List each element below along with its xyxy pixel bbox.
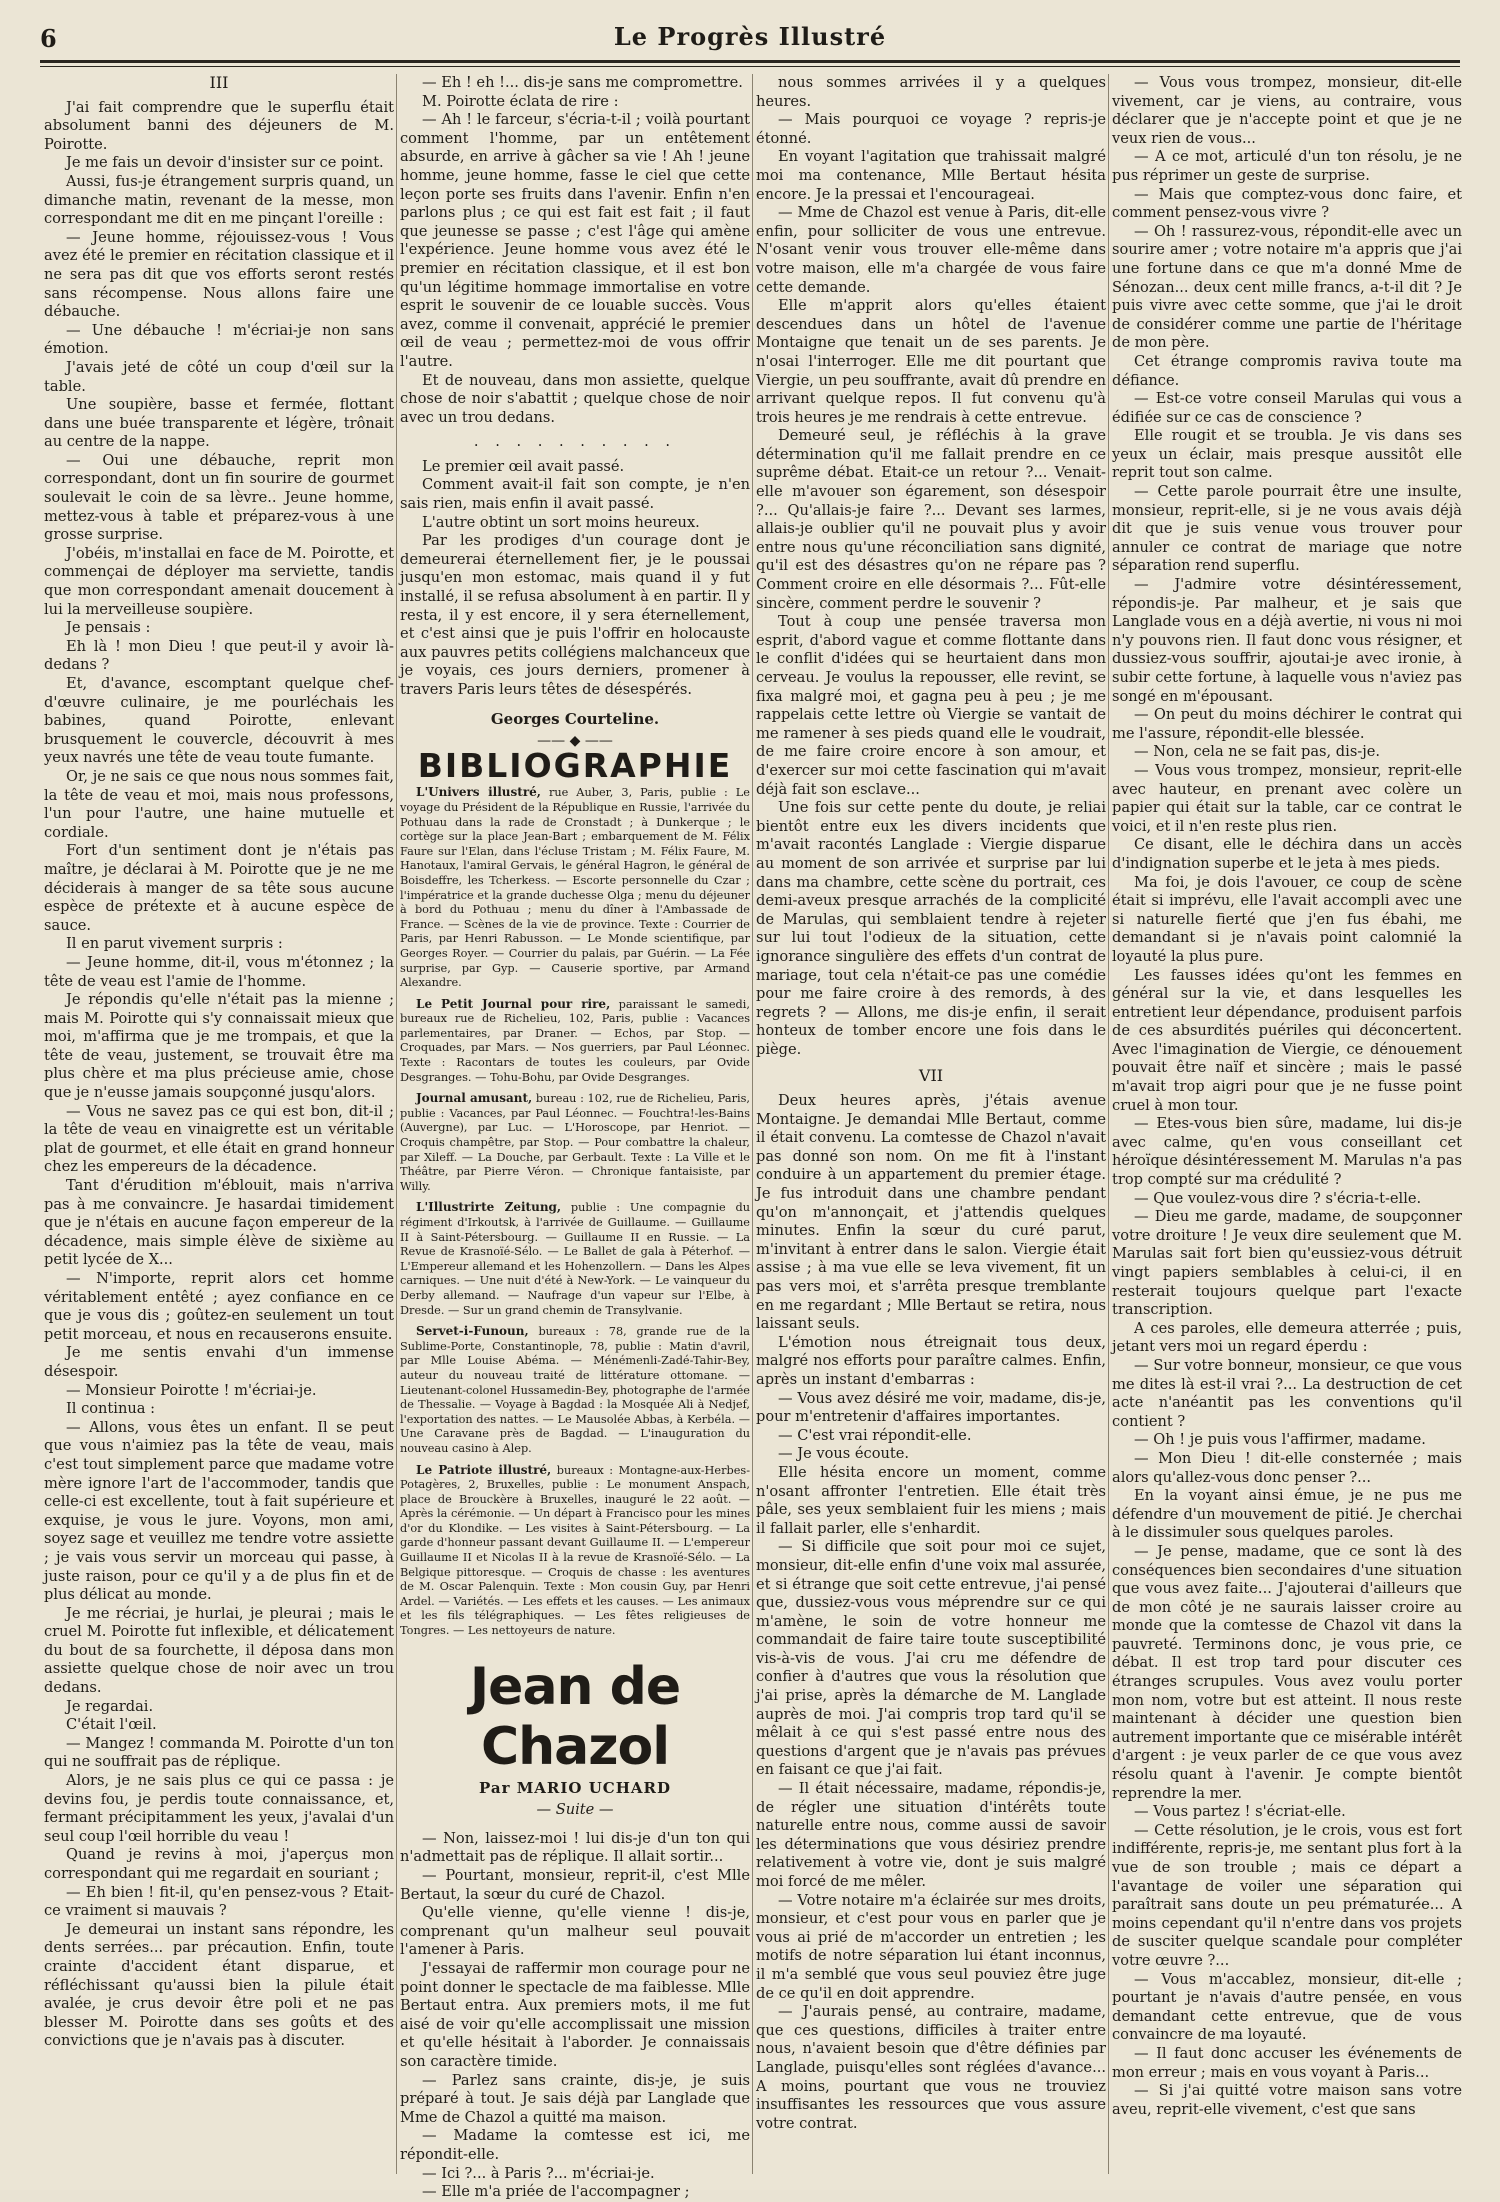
page-header [40,22,1460,62]
bibliography-entry [400,1200,750,1318]
story-text [400,74,750,427]
paragraph: Qu'elle vienne, qu'elle vienne ! dis-je, comprenant qu'un malheur seul pouvait l'amener à Paris. [400,1904,750,1959]
paragraph: — Je pense, madame, que ce sont là des conséquences bien secondaires d'une situation que vous avez faite... J'ajouterai d'ailleurs que de mon côté je ne saurais laisser croire au monde que la comtesse de Chazol vit dans la pauvreté. Terminons donc, je vous prie, ce débat. Il est trop tard pour discuter ces étranges scrupules. Vous avez voulu porter mon nom, votre but est atteint. Il nous reste maintenant à décider une question bien autrement importante que ce misérable intérêt d'argent : je veux parler de ce que vous avez résolu quant à l'avenir. Je compte bientôt reprendre la mer. [1112,1542,1462,1802]
paragraph: — Vous vous trompez, monsieur, reprit-elle avec hauteur, en prenant avec colère un papier qui était sur la table, car ce contrat le voici, et il n'en reste plus rien. [1112,761,1462,835]
paragraph: — C'est vrai répondit-elle. [778,1426,972,1444]
publication-contents: publie : Une compagnie du régiment d'Irkoutsk, à l'arrivée de Guillaume. — Guillaume II à Saint-Pétersbourg. — Guillaume II en Russie. — La Revue de Krasnoïé-Sélo. — Le Ballet de gala à Péterhof. — L'Empereur allemand et les Hohenzollern. — Dans les Alpes carniques. — Une nuit d'été à New-York. — Le vainqueur du Derby allemand. — Naufrage d'un vapeur sur l'Elbe, à Dresde. — Sur un grand chemin de Transylvanie. [400,1201,751,1317]
paragraph: L'autre obtint un sort moins heureux. [422,513,700,531]
paragraph: A ces paroles, elle demeura atterrée ; puis, jetant vers moi un regard éperdu : [1112,1319,1462,1356]
paragraph: Je me sentis envahi d'un immense désespoir. [44,1344,394,1380]
paragraph: — Votre notaire m'a éclairée sur mes droits, monsieur, et c'est pour vous en parler que je vous ai prié de m'accorder un entretien ; les motifs de notre séparation lui étant inconnus, il m'a semblé que vous seul pouviez être juge de ce qu'il en doit apprendre. [756,1891,1106,2002]
paragraph: Les fausses idées qu'ont les femmes en général sur la vie, et dans lesquelles les entretient leur dépendance, produisent parfois de ces absurdités puériles qui déconcertent. Avec l'imagination de Viergie, ce dénouement pouvait être naïf et sincère ; mais le passé m'avait trop aigri pour que je ne fusse point cruel à mon tour. [1112,966,1462,1114]
paragraph: Comment avait-il fait son compte, je n'en sais rien, mais enfin il avait passé. [400,476,750,513]
publication-name: Le Patriote illustré, [416,1462,552,1477]
paragraph: — Vous ne savez pas ce qui est bon, dit-il ; la tête de veau en vinaigrette est un véritable plat de gourmet, et elle était en grand honneur chez les empereurs de la décadence. [44,1102,394,1176]
chapter-heading: VII [918,1066,944,1086]
author-signature: Georges Courteline. [490,709,660,728]
publication-name: L'Univers illustré, [416,785,541,800]
bibliography-entry [400,997,750,1086]
paragraph: — Cette parole pourrait être une insulte, monsieur, reprit-elle, si je ne vous avais déjà dit que je suis venue vous trouver pour annuler ce contrat de mariage que notre séparation rend superflu. [1112,483,1462,575]
paragraph: — Oh ! je puis vous l'affirmer, madame. [1134,1431,1426,1449]
ellipsis-separator: . . . . . . . . . . [473,433,677,451]
paragraph: Or, je ne sais ce que nous nous sommes fait, la tête de veau et moi, mais nous professons, l'un pour l'autre, une haine mutuelle et cordiale. [44,767,394,841]
feuilleton-author: Par MARIO UCHARD [478,1778,672,1797]
paragraph: Elle rougit et se troubla. Je vis dans ses yeux un éclair, mais presque aussitôt elle reprit tout son calme. [1112,427,1462,482]
paragraph: Demeuré seul, je réfléchis à la grave détermination qu'il me fallait prendre en ce suprême débat. Etait-ce un retour ?... Venait-elle m'avouer son égarement, son désespoir ?... Qu'allais-je faire ?... Devant ses larmes, allais-je oublier qu'il ne pouvait plus y avoir entre nous qu'une réconciliation sans dignité, qu'il est des désastres qu'on ne répare pas ? Comment croire en elle désormais ?... Fût-elle sincère, comment perdre le souvenir ? [756,427,1106,612]
column-divider [752,74,753,2174]
paragraph: — Mais pourquoi ce voyage ? repris-je étonné. [756,111,1106,147]
paragraph: — Cette résolution, je le crois, vous est fort indifférente, repris-je, me sentant plus fort à la vue de son trouble ; mais ce départ a l'avantage de voiler une séparation qui paraîtrait sans doute un peu prématurée... A moins cependant qu'il n'entre dans vos projets de susciter quelque scandale pour compléter votre œuvre ?... [1112,1821,1462,1969]
paragraph: — Parlez sans crainte, dis-je, je suis préparé à tout. Je sais déjà par Langlade que Mme de Chazol a quitté ma maison. [400,2071,750,2126]
paragraph: — Jeune homme, réjouissez-vous ! Vous avez été le premier en récitation classique et il ne sera pas dit que vos efforts seront restés sans récompense. Nous allons faire une débauche. [44,228,394,321]
publication-contents: paraissant le samedi, bureaux rue de Richelieu, 102, Paris, publie : Vacances parlementaires, par Draner. — Echos, par Stop. — Croquades, par Mars. — Nos guerriers, par Paul Léonnec. Texte : Racontars de toutes les couleurs, par Ovide Desgranges. — Tohu-Bohu, par Ovide Desgranges. [400,997,750,1084]
paragraph: Tant d'érudition m'éblouit, mais n'arriva pas à me convaincre. Je hasardai timidement que je n'étais en aucune façon empereur de la décadence, mais simple élève de sixième au petit lycée de X... [44,1177,394,1269]
paragraph: J'ai fait comprendre que le superflu était absolument banni des déjeuners de M. Poirotte. [44,98,394,153]
paragraph: — Mangez ! commanda M. Poirotte d'un ton qui ne souffrait pas de réplique. [44,1734,394,1771]
paragraph: Quand je revins à moi, j'aperçus mon correspondant qui me regardait en souriant ; [44,1846,394,1882]
paragraph: — Oui une débauche, reprit mon correspondant, dont un fin sourire de gourmet soulevait le coin de sa lèvre.. Jeune homme, mettez-vous à table et préparez-vous à une grosse surprise. [44,451,394,544]
paragraph: Le premier œil avait passé. [422,457,625,475]
paragraph: Par les prodiges d'un courage dont je demeurerai éternellement fier, je le poussai jusqu'en mon estomac, mais quand il y fut installé, il se refusa absolument à en partir. Il y resta, il y est encore, il y sera éternellement, et c'est ainsi que je puis l'offrir en holocauste aux pauvres petits collégiens malchanceux que je voyais, ces jours derniers, promener à travers Paris leurs têtes de désespérés. [400,532,750,698]
paragraph: Deux heures après, j'étais avenue Montaigne. Je demandai Mlle Bertaut, comme il était convenu. La comtesse de Chazol n'avait pas donné son nom. On me fit à l'instant conduire à un appartement du premier étage. Je fus introduit dans une chambre pendant qu'on m'annonçait, et j'attendis quelques minutes. Enfin la sœur du curé parut, m'invitant à entrer dans le salon. Viergie était assise ; à ma vue elle se leva vivement, fit un pas vers moi, et s'arrêta presque tremblante en me regardant ; Mlle Bertaut se retira, nous laissant seuls. [756,1092,1106,1333]
column-4 [1112,74,1462,2174]
paragraph: Elle hésita encore un moment, comme n'osant affronter l'entretien. Elle était très pâle, ses yeux semblaient fuir les miens ; mais il fallait parler, elle s'enhardit. [756,1463,1106,1537]
paragraph: Et de nouveau, dans mon assiette, quelque chose de noir s'abattit ; quelque chose de noir avec un trou dedans. [400,371,750,426]
paragraph: — Une débauche ! m'écriai-je non sans émotion. [44,321,394,358]
header-rule-thin [40,66,1460,67]
paragraph: En voyant l'agitation que trahissait malgré moi ma contenance, Mlle Bertaut hésita encore. Je la pressai et l'encourageai. [756,148,1106,203]
paragraph: — Eh bien ! fit-il, qu'en pensez-vous ? Etait-ce vraiment si mauvais ? [44,1883,394,1920]
paragraph: Ma foi, je dois l'avouer, ce coup de scène était si imprévu, elle l'avait accompli avec une si naturelle fierté que j'en fus ébahi, me demandant si je n'avais point calomnié la loyauté la plus pure. [1112,873,1462,965]
column-1 [44,74,394,2174]
paragraph: — J'aurais pensé, au contraire, madame, que ces questions, difficiles à traiter entre nous, n'avaient besoin que d'être définies par Langlade, puisqu'elles sont réglées d'avance... A moins, pourtant que vous ne trouviez insuffisantes les ressources que vous assure votre contrat. [756,2003,1106,2132]
section-heading: III [209,73,229,92]
paragraph: — Jeune homme, dit-il, vous m'étonnez ; la tête de veau est l'amie de l'homme. [44,953,394,990]
publication-contents: rue Auber, 3, Paris, publie : Le voyage du Président de la République en Russie, l'arrivée du Pothuau dans la rade de Cronstadt ; à Dunkerque ; le cortège sur la place Jean-Bart ; embarquement de M. Félix Faure sur l'Elan, dans l'écluse Tristam ; M. Félix Faure, M. Hanotaux, l'amiral Gervais, le général Hagron, le général de Boisdeffre, les Tcherkess. — Escorte personnelle du Czar ; l'impératrice et la grande duchesse Olga ; menu du déjeuner à bord du Pothuau ; menu du dîner à l'Ambassade de France. — Scènes de la vie de province. Texte : Courrier de Paris, par Henri Rabusson. — Le Monde scientifique, par Georges Royer. — Courrier du palais, par Guérin. — La Fée surprise, par Gyp. — Causerie sportive, par Armand Alexandre. [400,786,750,990]
feuilleton-text [756,74,1106,1059]
paragraph: Tout à coup une pensée traversa mon esprit, d'abord vague et comme flottante dans le conflit d'idées qui se heurtaient dans mon cerveau. Je voulus la repousser, elle revint, se fixa malgré moi, et gagna peu à peu ; je me rappelais cette lettre où Viergie se vantait de me ramener à ses pieds quand elle le voudrait, de me faire croire encore à son amour, et d'exercer sur moi cette fascination qui m'avait déjà fait son esclave... [756,613,1106,798]
paragraph: Ce disant, elle le déchira dans un accès d'indignation superbe et le jeta à mes pieds. [1112,836,1462,872]
paragraph: Je répondis qu'elle n'était pas la mienne ; mais M. Poirotte qui s'y connaissait mieux que moi, m'affirma que je me trompais, et que la tête de veau, justement, se trouvait être ma plus chère et ma plus précieuse amie, chose que je n'eusse jamais soupçonné jusqu'alors. [44,991,394,1102]
paragraph: Une fois sur cette pente du doute, je reliai bientôt entre eux les divers incidents que m'avait racontés Langlade : Viergie disparue au moment de son arrivée et surprise par lui dans ma chambre, cette scène du portrait, ces demi-aveux presque arrachés de la complicité de Marulas, qui semblaient tendre à rejeter sur lui tout l'odieux de la situation, cette ignorance singulière des effets d'un contrat de mariage, tout cela n'était-ce pas une comédie pour me faire croire à des remords, à des regrets ? — Allons, me dis-je enfin, il serait honteux de tomber encore une fois dans le piège. [756,799,1106,1058]
paragraph: — Si j'ai quitté votre maison sans votre aveu, reprit-elle vivement, c'est que sans [1112,2082,1462,2118]
paragraph: — N'importe, reprit alors cet homme véritablement entêté ; ayez confiance en ce que je vous dis ; goûtez-en seulement un tout petit morceau, et nous en recauserons ensuite. [44,1270,394,1343]
paragraph: Il continua : [66,1400,156,1418]
paragraph: — Allons, vous êtes un enfant. Il se peut que vous n'aimiez pas la tête de veau, mais c'est tout simplement parce que madame votre mère ignore l'art de l'accommoder, tandis que celle-ci est excellente, tout à fait supérieure et exquise, je vous le jure. Voyons, mon ami, soyez sage et veuillez me tendre votre assiette ; je vais vous servir un morceau qui passe, à juste raison, pour ce qu'il y a de plus fin et de plus délicat au monde. [44,1418,394,1604]
paragraph: — Elle m'a priée de l'accompagner ; [422,2183,690,2201]
newspaper-title: Le Progrès Illustré [613,22,887,51]
column-divider [1108,74,1109,2174]
paragraph: — Eh ! eh !... dis-je sans me compromettre. [422,74,743,91]
ornament-icon: —— ◆ —— [537,733,613,750]
paragraph: — Pourtant, monsieur, reprit-il, c'est Mlle Bertaut, la sœur du curé de Chazol. [400,1867,750,1903]
paragraph: — Ah ! le farceur, s'écria-t-il ; voilà pourtant comment l'homme, par un entêtement absurde, en arrive à gâcher sa vie ! Ah ! jeune homme, jeune homme, fasse le ciel que cette leçon porte ses fruits dans l'avenir. Enfin n'en parlons plus ; ce qui est fait est fait ; il faut que jeunesse se passe ; c'est l'âge qui amène l'expérience. Jeune homme vous avez été le premier en récitation classique, et il est bon qu'un légitime hommage immortalise en votre esprit le souvenir de ce louable succès. Vous avez, comme il convenait, apprécié le premier œil de veau ; permettez-moi de vous offrir l'autre. [400,111,750,370]
paragraph: — Vous avez désiré me voir, madame, dis-je, pour m'entretenir d'affaires importantes. [756,1389,1106,1426]
paragraph: — Ici ?... à Paris ?... m'écriai-je. [422,2164,655,2182]
paragraph: — Sur votre bonneur, monsieur, ce que vous me dites là est-il vrai ?... La destruction de cet acte n'anéantit pas les conventions qu'il contient ? [1112,1356,1462,1430]
paragraph: — Non, cela ne se fait pas, dis-je. [1134,743,1381,761]
paragraph: — Etes-vous bien sûre, madame, lui dis-je avec calme, qu'en vous conseillant cet héroïque désintéressement M. Marulas n'a pas trop compté sur ma crédulité ? [1112,1115,1462,1189]
paragraph: nous sommes arrivées il y a quelques heures. [756,74,1106,110]
publication-contents: bureaux : 78, grande rue de la Sublime-Porte, Constantinople, 78, publie : Matin d'avril, par Mlle Louise Abéma. — Ménémenli-Zadé-Tahir-Bey, auteur du nouveau traité de littérature ottomane. — Lieutenant-colonel Hussamedin-Bey, photographe de l'armée de Thessalie. — Voyage à Bagdad : la Mosquée Ali à Nedjef, l'exportation des nattes. — Le Mausolée Abbas, à Kerbéla. — Une Caravane près de Bagdad. — L'inauguration du nouveau casino à Alep. [400,1325,750,1455]
paragraph: — Vous partez ! s'écriat-elle. [1134,1803,1346,1821]
bibliography-entry [400,1324,750,1456]
paragraph: Cet étrange compromis raviva toute ma défiance. [1112,352,1462,389]
bibliography-entry [400,1091,750,1194]
paragraph: J'essayai de raffermir mon courage pour ne point donner le spectacle de ma faiblesse. Mlle Bertaut entra. Aux premiers mots, il me fut aisé de voir qu'elle accomplissait une mission et qu'elle hésitait à l'aborder. Je connaissais son caractère timide. [400,1959,750,2070]
paragraph: — Dieu me garde, madame, de soupçonner votre droiture ! Je veux dire seulement que M. Marulas sait fort bien qu'eussiez-vous détruit vingt papiers semblables à celui-ci, il en resterait toujours quelque part l'exacte transcription. [1112,1208,1462,1319]
paragraph: J'avais jeté de côté un coup d'œil sur la table. [44,358,394,395]
publication-contents: bureau : 102, rue de Richelieu, Paris, publie : Vacances, par Paul Léonnec. — Fouchtra!-les-Bains (Auvergne), par Luc. — L'Horoscope, par Henriot. — Croquis champêtre, par Stop. — Pour combattre la chaleur, par Xileff. — La Douche, par Gerbault. Texte : La Ville et le Théâtre, par Pierre Véron. — Chronique fantaisiste, par Willy. [400,1092,750,1193]
paragraph: — Vous m'accablez, monsieur, dit-elle ; pourtant je n'avais d'autre pensée, en vous demandant cette entrevue, que de vous convaincre de ma loyauté. [1112,1970,1462,2044]
paragraph: — Oh ! rassurez-vous, répondit-elle avec un sourire amer ; votre notaire m'a appris que j'ai une fortune dans ce que m'a donné Mme de Sénozan... deux cent mille francs, a-t-il dit ? Je puis vivre avec cette somme, que j'ai le droit de considérer comme une partie de l'héritage de mon père. [1112,222,1462,352]
bibliography-entry [400,785,750,990]
paragraph: C'était l'œil. [66,1716,157,1734]
paragraph: — Est-ce votre conseil Marulas qui vous a édifiée sur ce cas de conscience ? [1112,390,1462,426]
paragraph: Alors, je ne sais plus ce qui ce passa : je devins fou, je perdis toute connaissance, et, fermant précipitamment les yeux, j'avalai d'un seul coup l'œil horrible du veau ! [44,1772,394,1845]
paragraph: — Madame la comtesse est ici, me répondit-elle. [400,2127,750,2163]
column-2 [400,74,751,2201]
paragraph: — Mme de Chazol est venue à Paris, dit-elle enfin, pour solliciter de vous une entrevue. N'osant venir vous trouver elle-même dans votre maison, elle m'a chargée de vous faire cette demande. [756,204,1106,296]
feuilleton-title: Jean de Chazol [469,1656,681,1777]
column-3 [756,74,1106,2174]
paragraph: Je me fais un devoir d'insister sur ce point. [66,154,384,172]
paragraph: Je me récriai, je hurlai, je pleurai ; mais le cruel M. Poirotte fut inflexible, et délicatement du bout de sa fourchette, il déposa dans mon assiette quelque chose de noir avec un trou dedans. [44,1604,394,1697]
paragraph: J'obéis, m'installai en face de M. Poirotte, et commençai de déployer ma serviette, tandis que mon correspondant amenait doucement à lui la merveilleuse soupière. [44,544,394,618]
paragraph: — Que voulez-vous dire ? s'écria-t-elle. [1134,1189,1422,1207]
bibliography-entry [400,1463,750,1639]
feuilleton-text [400,1830,750,2202]
paragraph: — A ce mot, articulé d'un ton résolu, je ne pus réprimer un geste de surprise. [1112,148,1462,184]
paragraph: — Vous vous trompez, monsieur, dit-elle vivement, car je viens, au contraire, vous déclarer que je n'accepte point et que je ne veux rien de vous... [1112,74,1462,147]
publication-name: L'Illustrirte Zeitung, [416,1200,562,1215]
paragraph: — Si difficile que soit pour moi ce sujet, monsieur, dit-elle enfin d'une voix mal assurée, et si étrange que soit cette entrevue, j'ai pensé que, dussiez-vous vous méprendre sur ce qui m'amène, le soin de votre honneur me commandait de faire taire toute susceptibilité vis-à-vis de vous. J'ai cru me défendre de confier à d'autres que vous la résolution que j'ai prise, après la démarche de M. Langlade auprès de moi. J'ai compris trop tard qu'il se mêlait à ce qui s'est passé entre nous des questions d'argent que je n'avais pas prévues en faisant ce que j'ai fait. [756,1538,1106,1779]
paragraph: — Il était nécessaire, madame, répondis-je, de régler une situation d'intérêts toute naturelle entre nous, comme aussi de savoir les déterminations que vous désiriez prendre relativement à votre vie, dont je suis malgré moi forcé de me mêler. [756,1780,1106,1890]
header-rule-thick [40,60,1460,63]
publication-name: Servet-i-Funoun, [416,1324,529,1339]
paragraph: Elle m'apprit alors qu'elles étaient descendues dans un hôtel de l'avenue Montaigne que tenait un de ses parents. Je n'osai l'interroger. Elle me dit pourtant que Viergie, un peu souffrante, avait dû prendre en arrivant quelque repos. Il fut convenu qu'à trois heures je me rendrais à cette entrevue. [756,297,1106,426]
paragraph: — Mon Dieu ! dit-elle consternée ; mais alors qu'allez-vous donc penser ?... [1112,1449,1462,1486]
feuilleton-text [1112,74,1462,2119]
paragraph: En la voyant ainsi émue, je ne pus me défendre d'un mouvement de pitié. Je cherchai à le dissimuler sous quelques paroles. [1112,1487,1462,1542]
paragraph: — Je vous écoute. [778,1445,910,1463]
paragraph: — Il faut donc accuser les événements de mon erreur ; mais en vous voyant à Paris... [1112,2044,1462,2081]
paragraph: — Non, laissez-moi ! lui dis-je d'un ton qui n'admettait pas de réplique. Il allait sortir... [400,1829,750,1866]
paragraph: Une soupière, basse et fermée, flottant dans une buée transparente et légère, trônait au centre de la nappe. [44,396,394,451]
paragraph: M. Poirotte éclata de rire : [422,92,619,110]
page-number: 6 [40,24,57,53]
publication-name: Le Petit Journal pour rire, [416,996,611,1011]
bibliography-list [400,785,750,1638]
paragraph: — J'admire votre désintéressement, répondis-je. Par malheur, et je sais que Langlade vous en a déjà avertie, ni vous ni moi n'y pouvons rien. Il faut donc vous résigner, et dussiez-vous souffrir, ajoutai-je avec ironie, à subir cette fortune, à laquelle vous n'aviez pas songé en m'épousant. [1112,576,1462,705]
paragraph: — Monsieur Poirotte ! m'écriai-je. [66,1381,317,1399]
column-divider [396,74,397,2174]
paragraph: — On peut du moins déchirer le contrat qui me l'assure, répondit-elle blessée. [1112,706,1462,742]
paragraph: Eh là ! mon Dieu ! que peut-il y avoir là-dedans ? [44,637,394,674]
publication-contents: bureaux : Montagne-aux-Herbes-Potagères, 2, Bruxelles, publie : Le monument Anspach, place de Brouckère à Bruxelles, inauguré le 22 août. — Après la cérémonie. — Un départ à Francisco pour les mines d'or du Klondike. — Les visites à Saint-Pétersbourg. — La garde d'honneur passant devant Guillaume II. — L'empereur Guillaume II et Nicolas II à la revue de Krasnoïé-Sélo. — La Belgique pittoresque. — Croquis de chasse : les aventures de M. Oscar Palenquin. Texte : Mon cousin Guy, par Henri Ardel. — Variétés. — Les effets et les causes. — Les animaux et les fils télégraphiques. — Les fêtes religieuses de Tongres. — Les nettoyeurs de nature. [400,1463,751,1638]
paragraph: Il en parut vivement surpris : [66,935,283,953]
paragraph: Et, d'avance, escomptant quelque chef-d'œuvre culinaire, je me pourléchais les babines, quand Poirotte, enlevant brusquement le couvercle, découvrit à mes yeux navrés une tête de veau toute fumante. [44,675,394,767]
paragraph: Fort d'un sentiment dont je n'étais pas maître, je déclarai à M. Poirotte que je ne me déciderais à manger de sa tête sous aucune espèce de prétexte et à aucune espèce de sauce. [44,842,394,934]
publication-name: Journal amusant, [416,1091,533,1106]
paragraph: — Mais que comptez-vous donc faire, et comment pensez-vous vivre ? [1112,185,1462,222]
paragraph: Je regardai. [66,1697,154,1715]
feuilleton-text [756,1092,1106,2133]
paragraph: L'émotion nous étreignait tous deux, malgré nos efforts pour paraître calmes. Enfin, après un instant d'embarras : [756,1333,1106,1388]
bibliography-heading: BIBLIOGRAPHIE [417,745,733,785]
paragraph: Je demeurai un instant sans répondre, les dents serrées... par précaution. Enfin, toute crainte d'accident étant disparue, et réfléchissant qu'aussi bien la pilule était avalée, je crus devoir être poli et ne pas blesser M. Poirotte dans ses goûts et des convictions que je n'avais pas à discuter. [44,1920,394,2050]
feuilleton-suite: — Suite — [536,1801,614,1819]
paragraph: Je pensais : [66,619,151,637]
paragraph: Aussi, fus-je étrangement surpris quand, un dimanche matin, revenant de la messe, mon correspondant me dit en me pinçant l'oreille : [44,172,394,228]
story-text [44,99,394,2051]
story-text [400,458,750,700]
